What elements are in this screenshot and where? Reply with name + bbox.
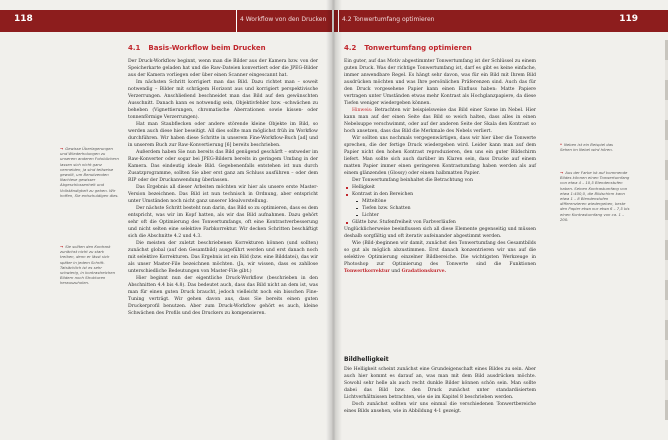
sublist-item: Mitteltöne <box>362 198 536 205</box>
right-running-head: 4.2 Tonwertumfang optimieren <box>342 16 435 23</box>
asterisk-icon: * <box>560 142 562 147</box>
book-gutter <box>326 0 342 440</box>
tool-name: Gradationskurve. <box>401 269 447 274</box>
right-paragraph: Unglücklicherweise beeinflussen sich all diese Elemente gegenseitig und müssen deshalb sorgfältig und oft iterativ aufeinander abgestimmt werden. <box>344 227 536 239</box>
left-paragraph: Außerdem haben Sie nun bereits das Bild genügend geschärft – entweder im Raw-Konverter oder sogar bei JPEG-Bildern bereits in geringem Umfang in der Kamera. Das eindeutig ideale Bild. Gegebenenfalls entstehen ist nun durch Zusatzprogramme, sollten Sie aber erst ganz am Schluss ausführen – oder dem RIP oder der Druckanwendung überlassen. <box>128 150 318 183</box>
left-paragraph: Der Druck-Workflow beginnt, wenn man die Bilder aus der Kamera bzw. von der Speicherkarte geladen hat und die Raw-Dateien konvertiert oder die JPEG-Bilder aus der Kamera vorliegen oder über einen Scanner eingescannt hat. <box>128 59 318 78</box>
header-divider <box>236 10 237 32</box>
right-paragraph: Wir sollten uns nochmals vergegenwärtigen, dass wir hier über die Tonwerte sprechen, die der fertige Druck wiedergeben wird. Leider kann man auf dem Papier nicht den hohen Kontrast reproduzieren, den uns ein guter Bildschirm liefert. Man sollte sich auch darüber im Klaren sein, dass Drucke auf einem matten Papier immer einen geringeren Kontrastumfang haben werden als auf einem glänzenden (Glossy) oder einem halbmatten Papier. <box>344 136 536 176</box>
left-paragraph: Die meisten der zuletzt beschriebenen Korrekturen können (und sollten) zunächst global (auf den Gesamtbild) ausgeführt werden und erst danach noch mit selektive Korrekturen. Das Ergebnis ist ein Bild (bzw. eine Bilddatei), das wir als unser Master-File bezeichnen möchten. (Ja, wir wissen, dass es zahllose unterschiedliche Bedeutungen von Master-File gibt.) <box>128 241 318 274</box>
arrow-icon: → <box>60 244 64 249</box>
left-paragraph: Das Ergebnis all dieser Arbeiten möchten wir hier als unsere erste Master-Version bezeichnen. Das Bild ist nun technisch in Ordnung, aber entspricht unter Umständen noch nicht ganz unserer Idealvorstellung. <box>128 185 318 204</box>
tonal-sublist <box>352 198 536 219</box>
right-section-title: 4.2 Tonwertumfang optimieren <box>344 44 472 52</box>
subheading: Bildhelligkeit <box>344 356 389 363</box>
right-paragraph: Doch zunächst sollten wir uns einmal die verschiedenen Tonwertbereiche eines Bilds ansehen, wie in Abbildung 4-1 gezeigt. <box>344 402 536 414</box>
tonal-list <box>344 184 536 226</box>
left-section-title: 4.1 Basis-Workflow beim Drucken <box>128 44 266 52</box>
sublist-item: Tiefen bzw. Schatten <box>362 205 536 212</box>
right-page-number: 119 <box>619 14 638 24</box>
left-paragraph: Hier beginnt nun der eigentliche Druck-Workflow (beschrieben in den Abschnitten 4.4 bis 4.8). Das bedeutet auch, dass das Bild nicht an dem ist, was man für einen guten Druck braucht, jedoch vielleicht noch ein bisschen Fine-Tuning verträgt. Wir gehen davon aus, dass Sie bereits einen guten Druckerprofil benutzen. Aber zum Druck-Workflow gehört es auch, kleine Schwächen des Profils und des Druckers zu kompensieren. <box>128 276 318 316</box>
right-hint-paragraph: Hinweis: Betrachten wir beispielsweise das Bild einer Szene im Nebel. Hier kann man auf der einen Seite das Bild so weich halten, dass alles in einen Nebelsuppe verschwimmt, oder auf der anderen Seite der Skala den Kontrast so hoch ansetzen, dass das Bild die Merkmale des Nebels verliert. <box>344 108 536 134</box>
right-body-text <box>344 58 536 275</box>
right-page <box>334 0 668 440</box>
left-page <box>0 0 332 440</box>
left-paragraph: Der nächste Schritt besteht nun darin, das Bild so zu optimieren, dass es dem entspricht, was wir im Kopf hatten, als wir das Bild aufnahmen. Dazu gehört sehr oft die Optimierung des Tonwertumfangs, oft eine Kontrastverbesserung und nicht selten eine selektive Farbkorrektur. Wir decken Schritten beschäftigt sich die Abschnitte 4.2 und 4.3. <box>128 206 318 239</box>
right-side-note: * Neben ist ein Beispiel das Sehen im Nebel wird hören. <box>560 142 614 153</box>
right-header-bar <box>334 10 668 32</box>
left-running-head: 4 Workflow von den Drucken <box>240 16 327 23</box>
hint-label: Hinweis: <box>352 108 373 113</box>
list-item: Glätte bzw. Stufenfreiheit von Farbverläufen <box>352 219 536 226</box>
left-paragraph: Im nächsten Schritt korrigiert man das Bild. Dazu richtet man – soweit notwendig – Bilder mit schrägem Horizont aus und korrigiert perspektivische Verzerrungen. Anschließend beschneidet man das Bild auf den gewünschten Ausschnitt. Danach kann es notwendig sein, Objektivfehler bzw. -schwächen zu beheben (Vignettierungen, chromatische Aberrationen sowie kissen- oder tonnenförmige Verzerrungen). <box>128 80 318 120</box>
right-paragraph: Die Helligkeit scheint zunächst eine Grundeigenschaft eines Bildes zu sein. Aber auch hier kommt es darauf an, was man mit dem Bild ausdrücken möchte. Sowohl sehr helle als auch recht dunkle Bilder können schön sein. Man sollte dabei das Bild bzw. den Druck zunächst unter standardisiertem Lichtverhältnissen betrachten, wie sie im Kapitel 8 beschrieben werden. <box>344 367 536 400</box>
left-side-note: → Gewisse Überlagerungen und Wiederholungen zu unserem anderen Fotobüchern lassen sich nicht ganz vermeiden, ja sind teilweise gewollt, um Benutzenden Nachlese gewisser Abgeschlossenheit und Vollständigkeit zu geben. Wir hoffen, Sie entschuldigen dies. <box>60 146 119 198</box>
arrow-icon: → <box>560 170 564 175</box>
right-side-note: → Aus der Farbe ist auf kommende Bildes können einen Tonwertumfang von etwa 4 – 10,5 Blendenstufen haben. Seinen Kontrastumfang von etwa 1:400,0, die Bildschirm kann etwa 1 – 8 Blendenstufen differenzieren wiedergeben, beste den Papier etwa nur etwa 6 – 7,5 bis einen Kontrastumfang von ca. 1 – 200. <box>560 170 630 222</box>
right-paragraph: Wie (Bild-)beginnen wir damit, zunächst den Tonwertumfang des Gesamtbilds so gut als möglich abzustimmen. Erst danach konzentrieren wir uns auf die selektive Optimierung einzelner Bildbereiche. Die wichtigsten Werkzeuge in Photoshop zur Optimierung des Tonwerte sind die Funktionen Tonwertkorrektur und Gradationskurve. <box>344 241 536 274</box>
left-header-bar <box>0 10 332 32</box>
list-item: Kontrast in den Bereichen Mitteltöne Tiefen bzw. Schatten Lichter <box>352 191 536 219</box>
right-paragraph: Ein guter, auf das Motiv abgestimmter Tonwertumfang ist der Schlüssel zu einem guten Druck. Was der richtige Tonwertumfang ist, darf es gibt es keine einfache, immer anwendbare Regel. Es hängt sehr davon, was für ein Bild mit Ihrem Bild ausdrücken möchten und was Ihre persönlichen Präferenzen sind. Auch das für den Druck vorgesehene Papier kann einen Einfluss haben: Matte Papiere vertragen unter Umständen etwas mehr Kontrast als Hochglanzpapiere, da diese Tiefen weniger wiedergeben können. <box>344 59 536 106</box>
left-paragraph: Hat man Staubflecken oder andere störende kleine Objekte im Bild, so werden auch diese hier beseitigt. All dies sollte man möglichst früh im Workflow durchführen. Wir haben diese Schritte in unserem Fine-Workflow-Buch [ad] und in unserem Buch zur Raw-Konvertierung [6] bereits beschrieben. <box>128 122 318 148</box>
list-intro: Der Tonwertumfang beinhaltet die Betrachtung von <box>352 178 473 183</box>
tool-name: Tonwertkorrektur <box>344 269 390 274</box>
right-body-text-lower <box>344 366 536 415</box>
left-body-text <box>128 58 318 317</box>
arrow-icon: → <box>60 146 64 151</box>
left-page-number: 118 <box>14 14 33 24</box>
left-side-note: → Sie sollten den Kontrast zunächst nicht zu stark treiben, denn er lässt sich später in jedem Schritt. Tatsächlich ist es sehr schwierig, in kontrastreichen Bildern noch Strukturen herauszuholen. <box>60 244 116 286</box>
sublist-item: Lichter <box>362 212 536 219</box>
list-item: Helligkeit <box>352 184 536 191</box>
